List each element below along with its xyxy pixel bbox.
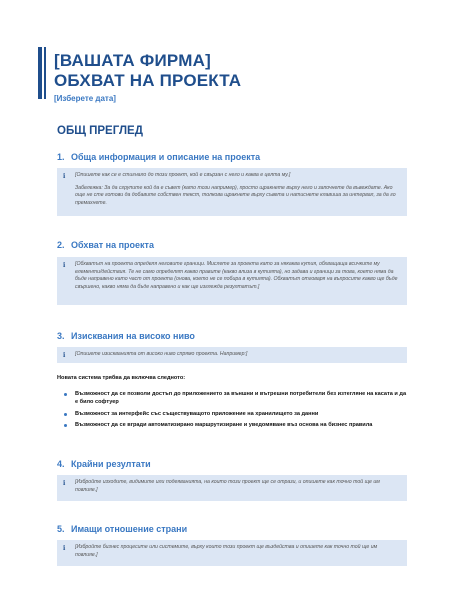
section-title: Имащи отношение страни bbox=[71, 524, 188, 534]
info-icon: i bbox=[63, 262, 66, 269]
section-number: 4. bbox=[57, 459, 65, 469]
company-name[interactable]: [ВАШАТА ФИРМА] bbox=[54, 51, 211, 70]
section-number: 3. bbox=[57, 331, 65, 341]
overview-heading: ОБЩ ПРЕГЛЕД bbox=[57, 125, 143, 137]
tip-text: [Опишете как се е стигнало до този проект, кой е свързан с него и каква е целта му.] bbox=[75, 172, 291, 178]
tip-note-3[interactable] bbox=[57, 347, 407, 363]
section-number: 5. bbox=[57, 524, 65, 534]
tip-text: [Избройте бизнес процесите или системите, върху които този проект ще въздейства и опишете как точно той ще им повлияе.] bbox=[75, 544, 378, 558]
tip-text: [Обхватът на проекта определя неговите граници. Мислете за проекта като за някаква кутия, обхващаща всичките му елементи/действия. Те не само определят какво правите (какво влиза в кутията), но задава и граници за това, което няма да бъде направено като част от проекта (онова, което не се побира в кутията). Обхватът отговаря на въпросите какво ще бъде свършено, какво няма да бъде направено и как ще изглежда резултатът.] bbox=[75, 261, 398, 290]
section-heading-3 bbox=[57, 331, 407, 341]
section-heading-4 bbox=[57, 459, 407, 469]
section-heading-1 bbox=[57, 152, 407, 162]
info-icon: i bbox=[63, 480, 66, 487]
list-item: Възможност за интерфейс със съществуващото приложение на хранилището за данни bbox=[57, 410, 407, 418]
section-heading-2 bbox=[57, 240, 407, 250]
tip-note-2[interactable] bbox=[57, 257, 407, 305]
section-title: Обхват на проекта bbox=[71, 240, 154, 250]
section-title: Обща информация и описание на проекта bbox=[71, 152, 261, 162]
date-picker[interactable]: [Изберете дата] bbox=[54, 94, 116, 103]
info-icon: i bbox=[63, 545, 66, 552]
tip-note-4[interactable] bbox=[57, 475, 407, 501]
tip-note-1[interactable] bbox=[57, 168, 407, 216]
title-accent-bar bbox=[38, 47, 42, 99]
section-heading-5 bbox=[57, 524, 407, 534]
list-item: Възможност да се вгради автоматизирано маршрутизиране и уведомяване въз основа на бизнес правила bbox=[57, 421, 407, 429]
section-title: Крайни резултати bbox=[71, 459, 151, 469]
tip-text: Забележка: За да сгрупите кой да е съвет (като този например), просто щракнете върху него и започнете да въвеждате. Ако още не сте готови да добавите собствен текст, толкова щракнете върху съвета и натиснете клавиша за интервал, за да го премахнете. bbox=[75, 184, 396, 206]
tip-text: [Избройте изходите, видимите или подеяванията, на които този проект ще се отрази, и опишете как точно той ще им повлияе.] bbox=[75, 479, 380, 493]
tip-text: [Опишете изискванията от високо ниво спрямо проекта. Например:] bbox=[75, 351, 248, 357]
section-title: Изисквания на високо ниво bbox=[71, 331, 195, 341]
list-item: Възможност да се позволи достъп до приложението за външни и вътрешни потребители без изтегляне на касата и да е било софтуер bbox=[57, 390, 407, 407]
info-icon: i bbox=[63, 352, 66, 359]
section-number: 2. bbox=[57, 240, 65, 250]
info-icon: i bbox=[63, 173, 66, 180]
requirements-list bbox=[57, 390, 407, 433]
requirements-intro: Новата система трябва да включва следното: bbox=[57, 375, 186, 381]
section-number: 1. bbox=[57, 152, 65, 162]
tip-note-5[interactable] bbox=[57, 540, 407, 566]
document-title[interactable]: ОБХВАТ НА ПРОЕКТА bbox=[54, 71, 242, 90]
title-accent-bar-thin bbox=[44, 47, 46, 99]
